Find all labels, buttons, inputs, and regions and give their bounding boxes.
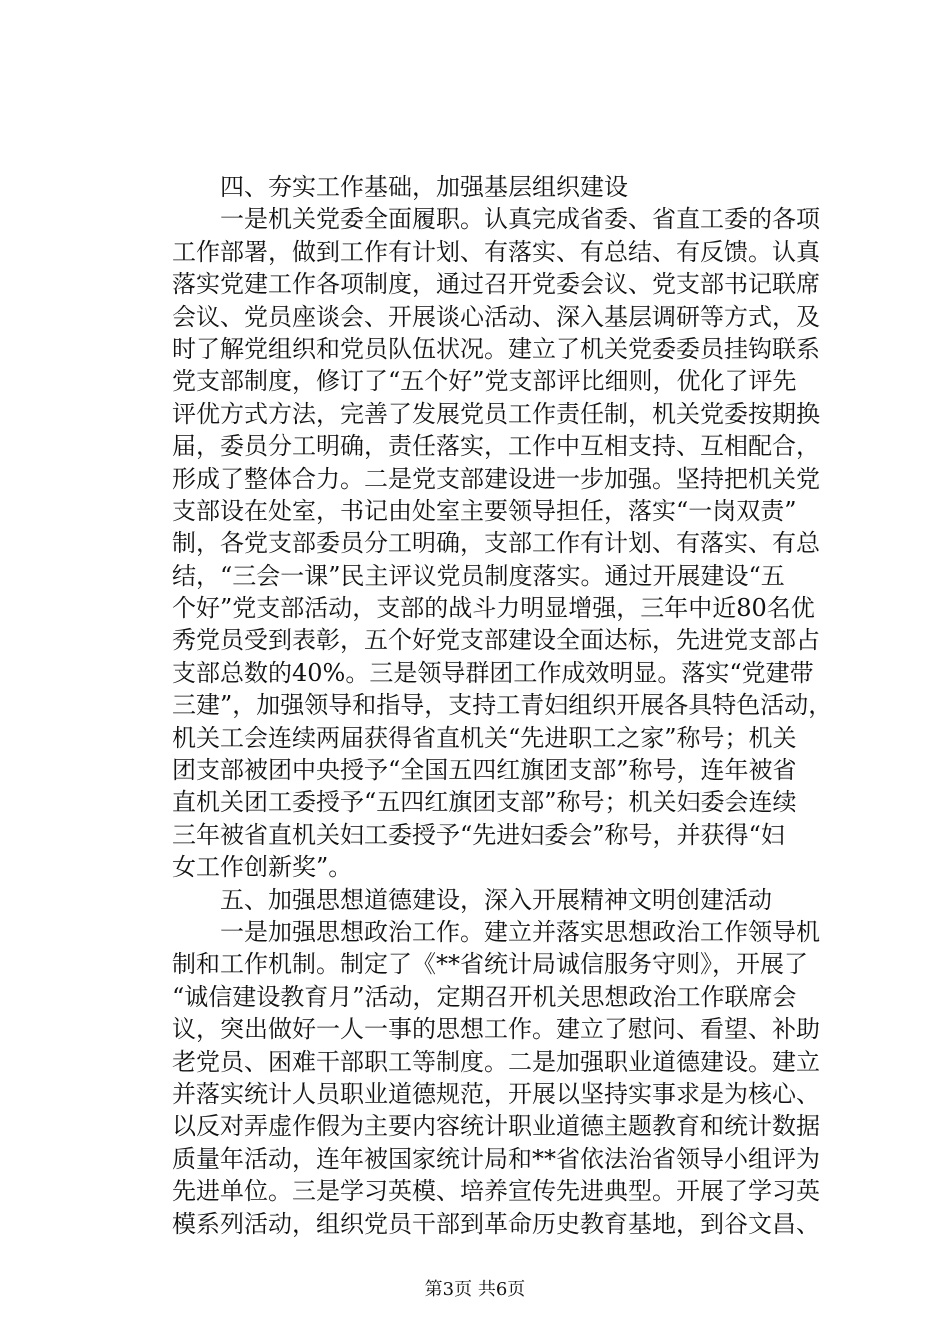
paragraph-line: 个好”党支部活动，支部的战斗力明显增强，三年中近80名优 xyxy=(172,594,815,623)
paragraph-line: 会议、党员座谈会、开展谈心活动、深入基层调研等方式，及 xyxy=(172,302,820,331)
paragraph-line: 先进单位。三是学习英模、培养宣传先进典型。开展了学习英 xyxy=(172,1177,820,1206)
paragraph-line: 三年被省直机关妇工委授予“先进妇委会”称号，并获得“妇 xyxy=(172,820,785,849)
paragraph-line: 女工作创新奖”。 xyxy=(172,853,353,882)
paragraph-line: “诚信建设教育月”活动，定期召开机关思想政治工作联席会 xyxy=(172,982,797,1011)
section-heading-5: 五、加强思想道德建设，深入开展精神文明创建活动 xyxy=(220,885,772,914)
section-heading-4: 四、夯实工作基础，加强基层组织建设 xyxy=(220,173,628,201)
paragraph-line: 团支部被团中央授予“全国五四红旗团支部”称号，连年被省 xyxy=(172,756,797,785)
paragraph-line: 形成了整体合力。二是党支部建设进一步加强。坚持把机关党 xyxy=(172,464,820,493)
paragraph-line: 落实党建工作各项制度，通过召开党委会议、党支部书记联席 xyxy=(172,270,820,299)
paragraph-line: 制，各党支部委员分工明确，支部工作有计划、有落实、有总 xyxy=(172,529,820,558)
document-body xyxy=(172,171,833,1240)
paragraph-line: 支部总数的40%。三是领导群团工作成效明显。落实“党建带 xyxy=(172,658,814,687)
paragraph-line: 模系列活动，组织党员干部到革命历史教育基地，到谷文昌、 xyxy=(172,1209,820,1238)
paragraph-line: 质量年活动，连年被国家统计局和**省依法治省领导小组评为 xyxy=(172,1144,820,1173)
paragraph-line: 议，突出做好一人一事的思想工作。建立了慰问、看望、补助 xyxy=(172,1015,820,1044)
paragraph-line: 制和工作机制。制定了《**省统计局诚信服务守则》，开展了 xyxy=(172,950,808,979)
paragraph-line: 并落实统计人员职业道德规范，开展以坚持实事求是为核心、 xyxy=(172,1079,820,1108)
paragraph-line: 直机关团工委授予“五四红旗团支部”称号；机关妇委会连续 xyxy=(172,788,797,817)
paragraph-line: 时了解党组织和党员队伍状况。建立了机关党委委员挂钩联系 xyxy=(172,334,820,363)
paragraph-line: 届，委员分工明确，责任落实，工作中互相支持、互相配合， xyxy=(172,432,820,461)
paragraph-line: 一是加强思想政治工作。建立并落实思想政治工作领导机 xyxy=(220,917,820,946)
paragraph-line: 秀党员受到表彰，五个好党支部建设全面达标，先进党支部占 xyxy=(172,626,820,655)
paragraph-line: 以反对弄虚作假为主要内容统计职业道德主题教育和统计数据 xyxy=(172,1112,820,1141)
paragraph-line: 工作部署，做到工作有计划、有落实、有总结、有反馈。认真 xyxy=(172,237,820,266)
paragraph-line: 支部设在处室，书记由处室主要领导担任，落实“一岗双责” xyxy=(172,496,797,525)
paragraph-line: 评优方式方法，完善了发展党员工作责任制，机关党委按期换 xyxy=(172,399,820,428)
paragraph-line: 三建”，加强领导和指导，支持工青妇组织开展各具特色活动， xyxy=(172,691,833,720)
paragraph-line: 一是机关党委全面履职。认真完成省委、省直工委的各项 xyxy=(220,205,820,234)
page-number-footer: 第3页 共6页 xyxy=(424,1279,526,1300)
paragraph-line: 老党员、困难干部职工等制度。二是加强职业道德建设。建立 xyxy=(172,1047,820,1076)
paragraph-line: 党支部制度，修订了“五个好”党支部评比细则，优化了评先 xyxy=(172,367,797,396)
paragraph-line: 结，“三会一课”民主评议党员制度落实。通过开展建设“五 xyxy=(172,561,785,590)
paragraph-line: 机关工会连续两届获得省直机关“先进职工之家”称号；机关 xyxy=(172,723,797,752)
